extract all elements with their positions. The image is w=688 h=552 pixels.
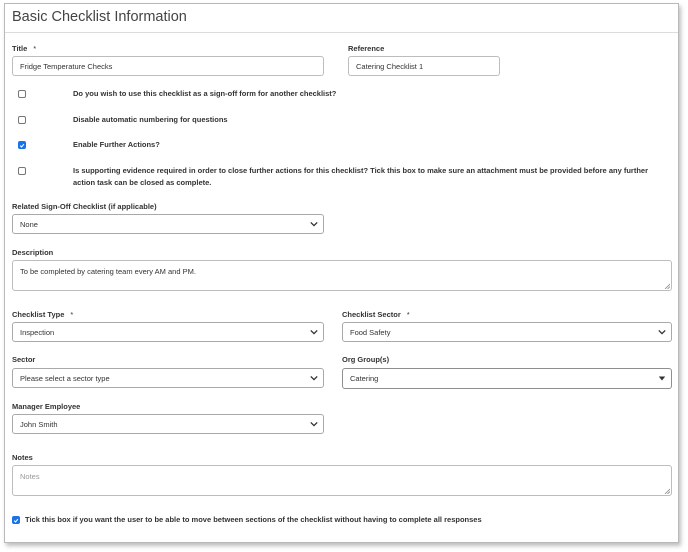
checklist-type-select[interactable]	[12, 322, 324, 342]
description-textarea[interactable]	[12, 260, 672, 291]
free-navigation-checkbox[interactable]	[12, 516, 20, 524]
reference-label: Reference	[348, 44, 385, 53]
supporting-evidence-checkbox-label: Is supporting evidence required in order to close further actions for this checklist? Tick this box to make sure an attachment must be provided before any further action task can be closed as complete.	[73, 166, 648, 187]
chevron-down-icon	[307, 323, 321, 341]
enable-further-actions-checkbox[interactable]	[18, 141, 26, 149]
signoff-form-checkbox[interactable]	[18, 90, 26, 98]
description-label: Description	[12, 248, 54, 257]
checklist-sector-select[interactable]	[342, 322, 672, 342]
chevron-down-icon	[655, 323, 669, 341]
reference-input[interactable]	[348, 56, 500, 76]
enable-further-actions-checkbox-label: Enable Further Actions?	[73, 140, 160, 149]
title-label: Title *	[12, 44, 37, 53]
sector-select-value: Please select a sector type	[20, 373, 110, 383]
chevron-down-icon	[307, 215, 321, 233]
disable-numbering-checkbox[interactable]	[18, 116, 26, 124]
free-navigation-checkbox-label: Tick this box if you want the user to be able to move between sections of the checklist without having to complete all responses	[25, 515, 482, 524]
manager-employee-select[interactable]	[12, 414, 324, 434]
supporting-evidence-checkbox[interactable]	[18, 167, 26, 175]
signoff-form-checkbox-label: Do you wish to use this checklist as a sign-off form for another checklist?	[73, 89, 337, 98]
org-groups-select[interactable]	[342, 368, 672, 389]
title-input-value: Fridge Temperature Checks	[20, 61, 113, 71]
sector-select[interactable]	[12, 368, 324, 388]
resize-grip-icon[interactable]	[664, 283, 670, 289]
notes-textarea[interactable]	[12, 465, 672, 496]
checklist-sector-select-value: Food Safety	[350, 327, 391, 337]
reference-input-value: Catering Checklist 1	[356, 61, 424, 71]
org-groups-select-value: Catering	[350, 374, 379, 383]
manager-employee-label: Manager Employee	[12, 402, 81, 411]
caret-down-icon	[655, 369, 669, 388]
manager-employee-select-value: John Smith	[20, 419, 58, 429]
disable-numbering-checkbox-label: Disable automatic numbering for questions	[73, 115, 228, 124]
title-input[interactable]	[12, 56, 324, 76]
checkmark-icon	[13, 517, 19, 524]
checklist-sector-label: Checklist Sector *	[342, 310, 410, 319]
chevron-down-icon	[307, 415, 321, 433]
org-groups-label: Org Group(s)	[342, 355, 390, 364]
chevron-down-icon	[307, 369, 321, 387]
resize-grip-icon[interactable]	[664, 488, 670, 494]
related-signoff-label: Related Sign-Off Checklist (if applicable)	[12, 202, 157, 211]
notes-label: Notes	[12, 453, 33, 462]
related-signoff-select[interactable]	[12, 214, 324, 234]
sector-label: Sector	[12, 355, 36, 364]
title-divider	[5, 32, 678, 33]
page-title: Basic Checklist Information	[12, 9, 187, 25]
notes-placeholder: Notes	[20, 472, 40, 481]
description-value: To be completed by catering team every AM and PM.	[20, 267, 196, 276]
checklist-type-select-value: Inspection	[20, 327, 55, 337]
checklist-type-label: Checklist Type *	[12, 310, 74, 319]
checklist-form-panel	[4, 3, 679, 543]
checkmark-icon	[19, 142, 25, 149]
related-signoff-select-value: None	[20, 219, 38, 229]
